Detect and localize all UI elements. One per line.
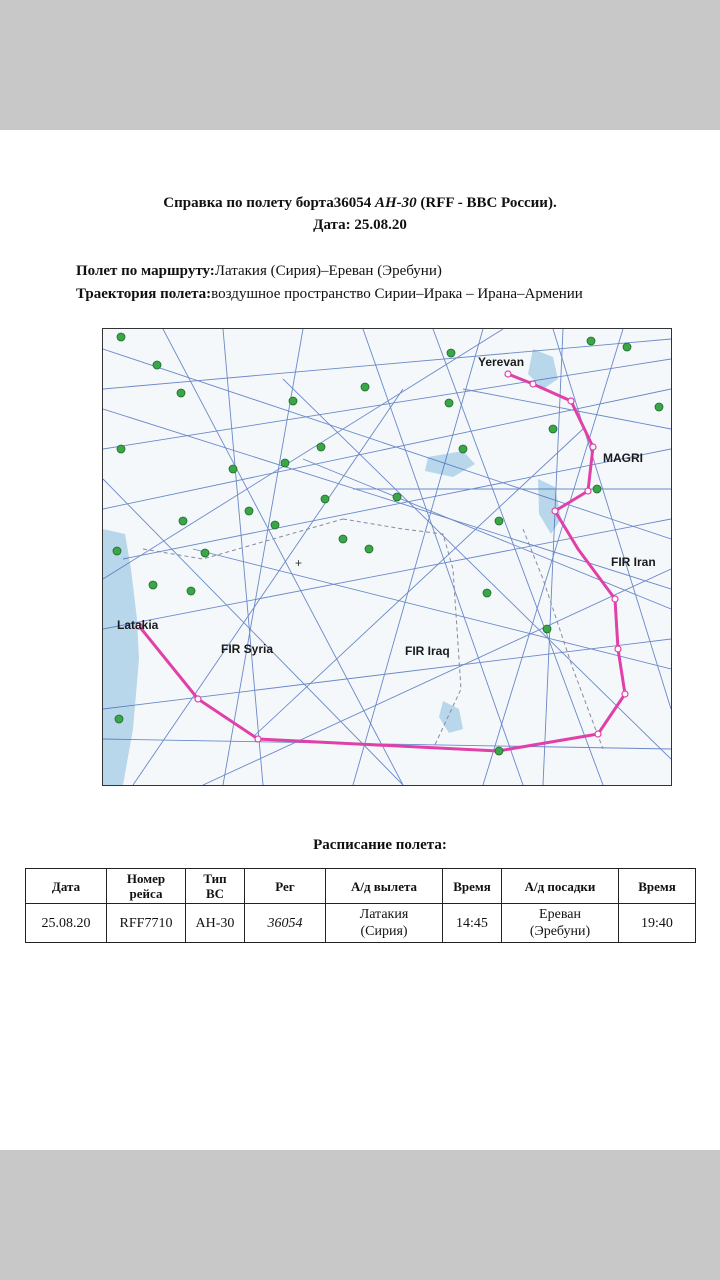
cell-arr: Ереван (Эребуни) (502, 904, 619, 943)
cell-arr-time: 19:40 (619, 904, 696, 943)
document-title (0, 192, 720, 236)
document-page (0, 130, 720, 1150)
route-info (76, 260, 583, 306)
label-magri: MAGRI (603, 451, 643, 465)
route-label: Полет по маршруту: (76, 263, 215, 279)
label-fir-syria: FIR Syria (221, 642, 274, 656)
cell-reg: 36054 (245, 904, 326, 943)
header-date: Дата (26, 869, 107, 904)
title-prefix: Справка по полету борта36054 (163, 195, 375, 211)
trajectory-value: воздушное пространство Сирии–Ирака – Ирана–Армении (211, 286, 583, 302)
header-arr-time: Время (619, 869, 696, 904)
title-date: Дата: 25.08.20 (313, 217, 407, 233)
header-dep-time: Время (443, 869, 502, 904)
flight-map (102, 328, 672, 786)
cell-flight: RFF7710 (107, 904, 186, 943)
header-flight: Номер рейса (107, 869, 186, 904)
lake-van (425, 451, 475, 477)
label-latakia: Latakia (117, 618, 159, 632)
header-reg: Рег (245, 869, 326, 904)
header-dep: А/д вылета (326, 869, 443, 904)
svg-text:+: + (295, 556, 303, 570)
header-type: Тип ВС (186, 869, 245, 904)
cell-dep-time: 14:45 (443, 904, 502, 943)
map-svg (103, 329, 671, 785)
cell-dep: Латакия (Сирия) (326, 904, 443, 943)
title-suffix: (RFF - ВВС России). (416, 195, 557, 211)
schedule-table (25, 868, 696, 943)
label-fir-iraq: FIR Iraq (405, 644, 450, 658)
table-row (26, 904, 696, 943)
trajectory-label: Траектория полета: (76, 286, 212, 302)
label-yerevan: Yerevan (478, 355, 525, 369)
cell-date: 25.08.20 (26, 904, 107, 943)
cell-type: АН-30 (186, 904, 245, 943)
schedule-title: Расписание полета: (313, 837, 447, 853)
header-arr: А/д посадки (502, 869, 619, 904)
table-header-row (26, 869, 696, 904)
lake-urmia (538, 479, 561, 534)
route-value: Латакия (Сирия)–Ереван (Эребуни) (214, 263, 442, 279)
label-fir-iran: FIR Iran (611, 555, 656, 569)
title-aircraft: АН-30 (374, 195, 417, 211)
